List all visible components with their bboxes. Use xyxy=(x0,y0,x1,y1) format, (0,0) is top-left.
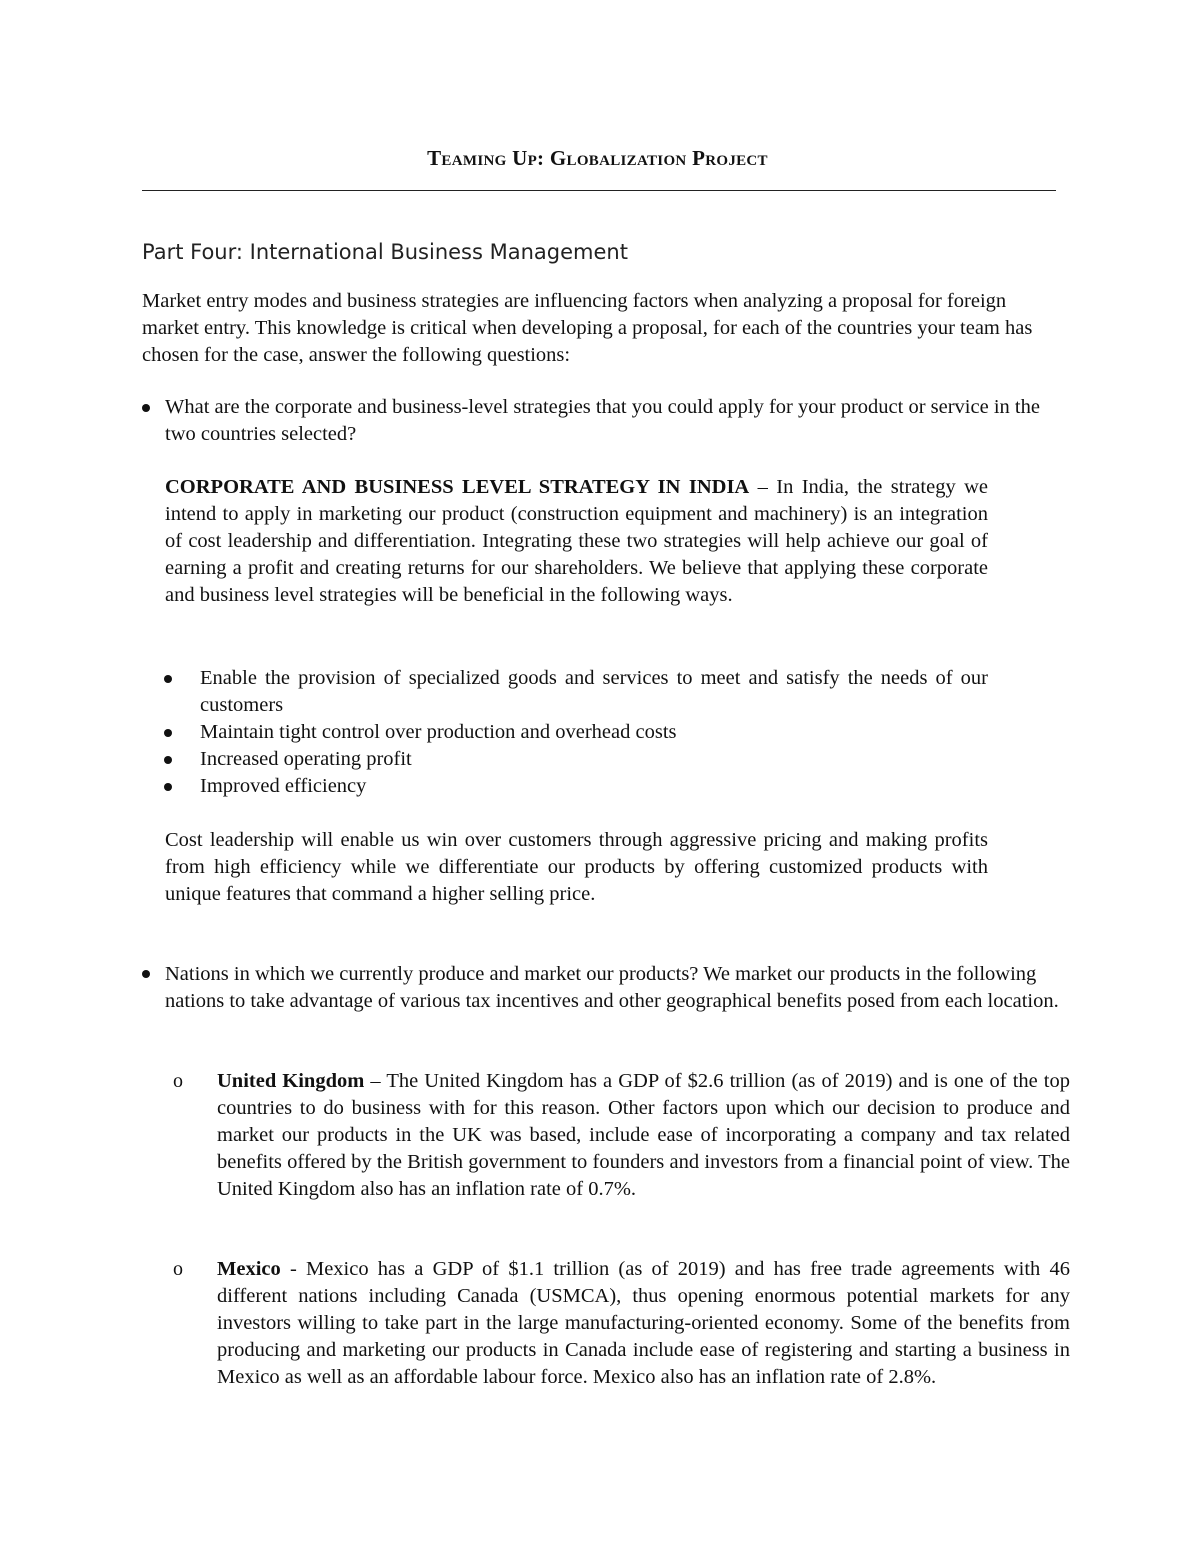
bullet-icon xyxy=(164,756,172,764)
benefits-list xyxy=(200,665,988,800)
mexico-text: - Mexico has a GDP of $1.1 trillion (as of 2019) and has free trade agreements with 46 different nations including Canada (USMCA), thus opening enormous potential markets for any investors willing to take part in the large manufacturing-oriented economy. Some of the benefits from producing and marketing our products in Canada include ease of registering and starting a business in Mexico as well as an affordable labour force. Mexico also has an inflation rate of 2.8%. xyxy=(217,1258,1070,1388)
question-1: What are the corporate and business-level strategies that you could apply for your product or service in the two countries selected? xyxy=(165,396,1040,445)
uk-text: – The United Kingdom has a GDP of $2.6 trillion (as of 2019) and is one of the top countries to do business with for this reason. Other factors upon which our decision to produce and market our products in the UK was based, include ease of incorporating a company and tax related benefits offered by the British government to founders and investors from a financial point of view. The United Kingdom also has an inflation rate of 0.7%. xyxy=(217,1070,1071,1200)
list-item: Enable the provision of specialized goods and services to meet and satisfy the needs of our customers xyxy=(200,665,988,719)
title-divider xyxy=(142,190,1056,191)
mexico-paragraph xyxy=(217,1256,1070,1391)
list-item: Maintain tight control over production and overhead costs xyxy=(200,719,988,746)
bullet-icon xyxy=(142,404,150,412)
india-strategy-paragraph xyxy=(165,474,988,609)
list-item: Increased operating profit xyxy=(200,746,988,773)
intro-paragraph: Market entry modes and business strategies are influencing factors when analyzing a proposal for foreign market entry. This knowledge is critical when developing a proposal, for each of the countries your team has chosen for the case, answer the following questions: xyxy=(142,290,1033,366)
bullet-icon xyxy=(164,729,172,737)
part-heading: Part Four: International Business Management xyxy=(142,240,628,264)
cost-leadership-paragraph: Cost leadership will enable us win over customers through aggressive pricing and making profits from high efficiency while we differentiate our products by offering customized products with unique features that command a higher selling price. xyxy=(165,829,988,905)
india-strategy-text: – In India, the strategy we intend to apply in marketing our product (construction equipment and machinery) is an integration of cost leadership and differentiation. Integrating these two strategies will help achieve our goal of earning a profit and creating returns for our shareholders. We believe that applying these corporate and business level strategies will be beneficial in the following ways. xyxy=(165,476,988,606)
bullet-icon xyxy=(164,675,172,683)
bullet-icon xyxy=(142,970,150,978)
bullet-icon xyxy=(164,783,172,791)
uk-paragraph xyxy=(217,1068,1070,1203)
sub-bullet-icon: o xyxy=(173,1070,183,1092)
mexico-heading: Mexico xyxy=(217,1258,281,1280)
uk-heading: United Kingdom xyxy=(217,1070,365,1092)
sub-bullet-icon: o xyxy=(173,1258,183,1280)
document-title: Teaming Up: Globalization Project xyxy=(427,146,768,170)
india-strategy-heading: CORPORATE AND BUSINESS LEVEL STRATEGY IN INDIA xyxy=(165,476,750,498)
question-2: Nations in which we currently produce and market our products? We market our products in the following nations to take advantage of various tax incentives and other geographical benefits posed from each location. xyxy=(165,963,1059,1012)
list-item: Improved efficiency xyxy=(200,773,988,800)
